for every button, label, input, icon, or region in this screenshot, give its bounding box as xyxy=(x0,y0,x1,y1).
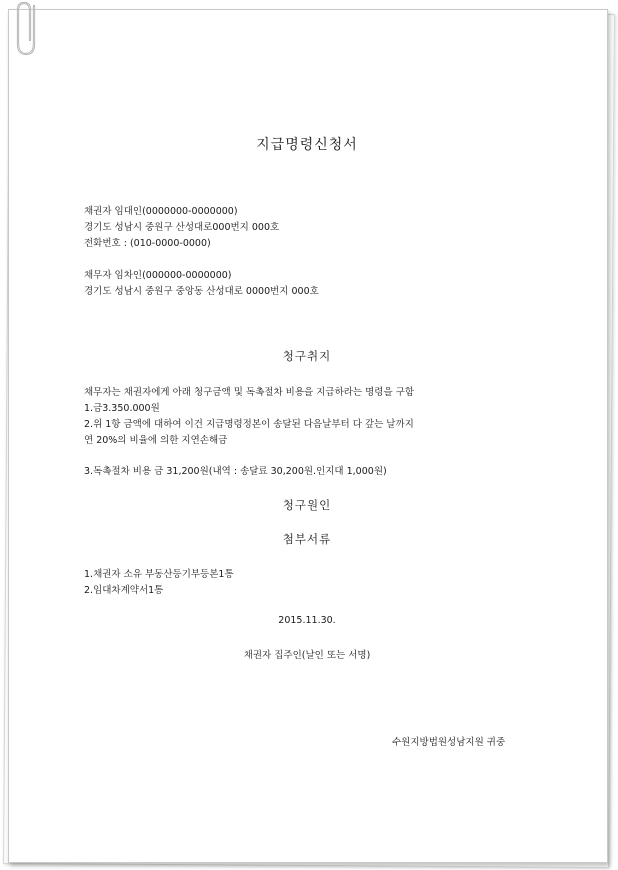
debtor-address: 경기도 성남시 중원구 중앙동 산성대로 0000번지 000호 xyxy=(84,286,319,297)
claim-purpose-body xyxy=(84,385,414,449)
claim-cost-line: 3.독촉절차 비용 금 31,200원(내역 : 송달료 30,200원.인지대 1,000원) xyxy=(84,466,387,477)
claim-purpose-line: 연 20%의 비율에 의한 지연손해금 xyxy=(84,435,228,446)
debtor-info xyxy=(84,268,319,300)
document-date: 2015.11.30. xyxy=(278,615,336,626)
creditor-name: 채권자 임대인(0000000-0000000) xyxy=(84,206,238,217)
claim-purpose-line: 채무자는 채권자에게 아래 청구금액 및 독촉절차 비용을 지급하라는 명령을 구함 xyxy=(84,387,415,398)
attachment-item: 1.채권자 소유 부동산등기부등본1통 xyxy=(84,569,234,580)
creditor-info xyxy=(84,204,279,252)
court-addressee: 수원지방법원성남지원 귀중 xyxy=(392,737,506,748)
attachments-list xyxy=(84,567,234,599)
document xyxy=(8,9,606,861)
creditor-address: 경기도 성남시 중원구 산성대로000번지 000호 xyxy=(84,222,280,233)
debtor-name: 채무자 임차인(000000-0000000) xyxy=(84,270,232,281)
cost-line-block xyxy=(84,464,387,480)
claim-purpose-heading: 청구취지 xyxy=(282,349,332,363)
creditor-phone: 전화번호 : (010-0000-0000) xyxy=(84,238,211,249)
claim-purpose-line: 1.금3.350.000원 xyxy=(84,403,160,414)
claim-purpose-line: 2.위 1항 금액에 대하여 이건 지급명령정본이 송달된 다음날부터 다 갚는 날까지 xyxy=(84,419,414,430)
claim-cause-heading: 청구원인 xyxy=(282,498,332,512)
signature-line: 채권자 집주인(날인 또는 서명) xyxy=(243,650,371,661)
document-title: 지급명령신청서 xyxy=(256,137,358,153)
attachments-heading: 첨부서류 xyxy=(282,532,332,546)
attachment-item: 2.임대차계약서1통 xyxy=(84,585,164,596)
